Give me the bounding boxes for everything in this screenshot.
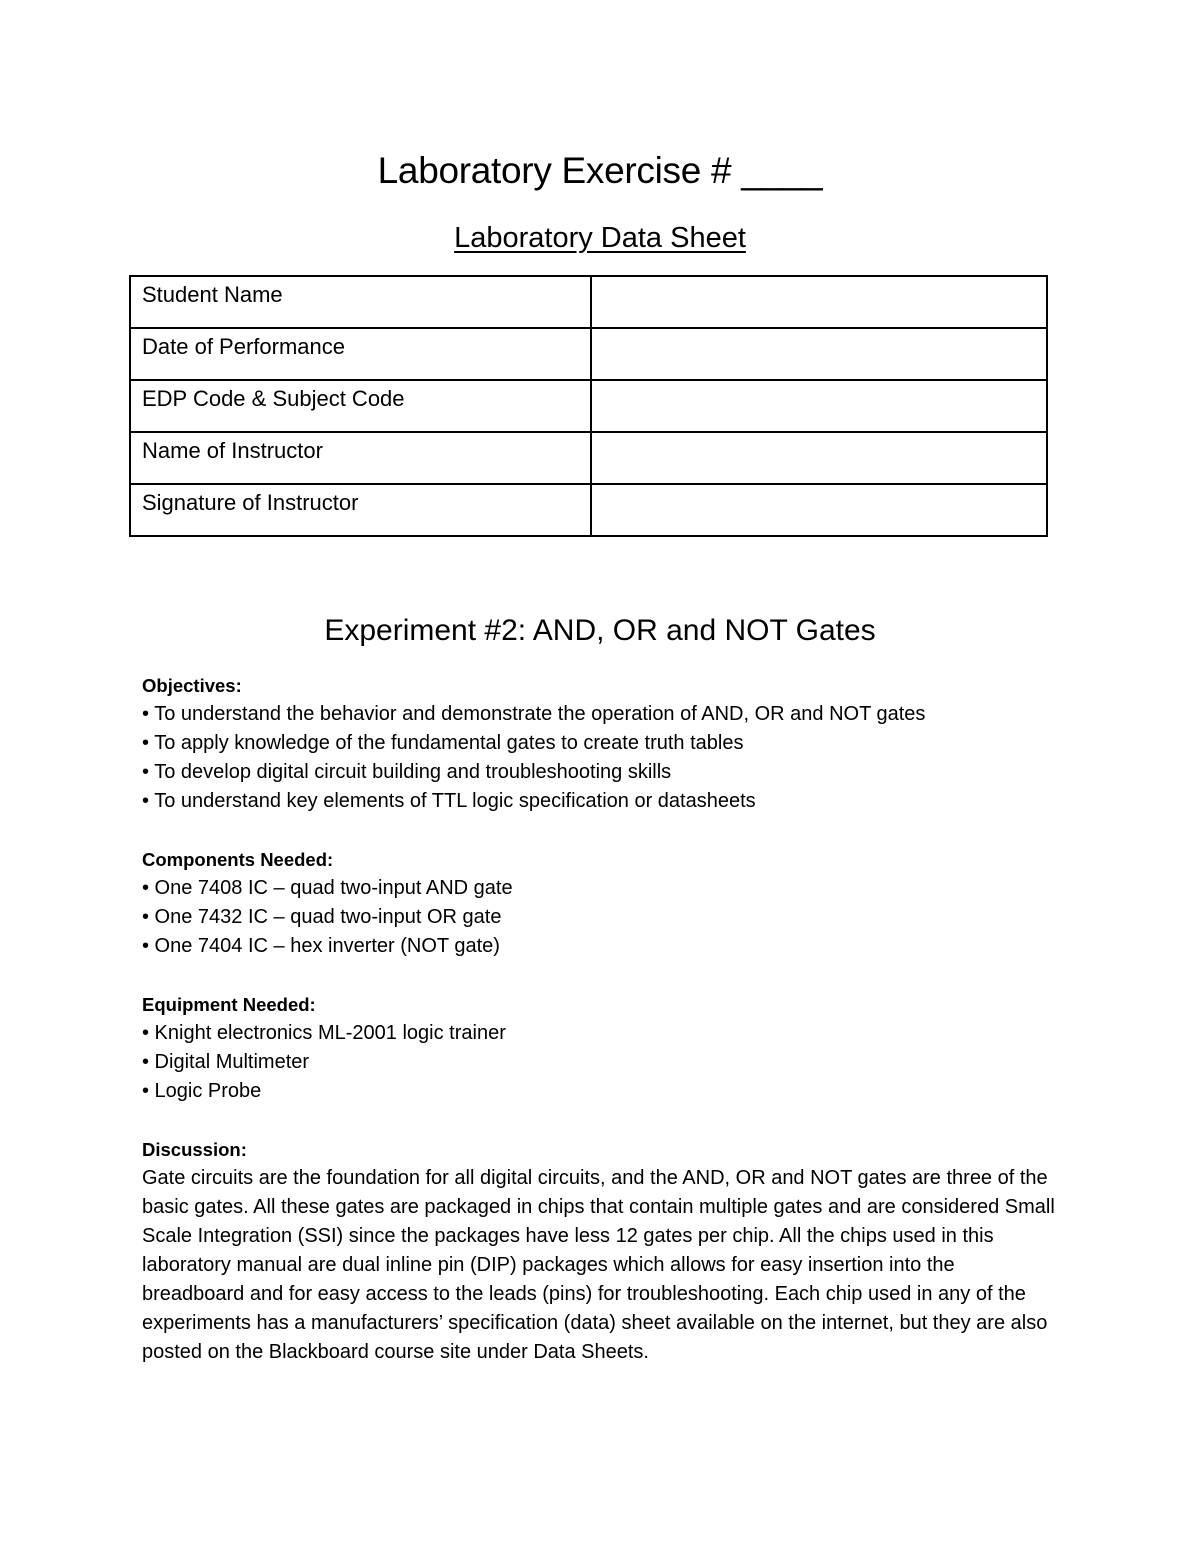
table-row: [130, 276, 1047, 328]
discussion-paragraph: Gate circuits are the foundation for all digital circuits, and the AND, OR and NOT gates are three of the basic gates. All these gates are packaged in chips that contain multiple gates and are considered Small Scale Integration (SSI) since the packages have less 12 gates per chip. All the chips used in this laboratory manual are dual inline pin (DIP) packages which allows for easy insertion into the breadboard and for easy access to the leads (pins) for troubleshooting. Each chip used in any of the experiments has a manufacturers’ specification (data) sheet available on the internet, but they are also posted on the Blackboard course site under Data Sheets.: [142, 1167, 1055, 1363]
list-item: • One 7408 IC – quad two-input AND gate: [142, 877, 513, 899]
edp-subject-code-label: EDP Code & Subject Code: [130, 380, 591, 432]
table-row: [130, 328, 1047, 380]
student-name-label: Student Name: [130, 276, 591, 328]
edp-subject-code-field[interactable]: [591, 380, 1047, 432]
instructor-signature-field[interactable]: [591, 484, 1047, 536]
date-of-performance-label: Date of Performance: [130, 328, 591, 380]
objectives-list: [142, 700, 1062, 816]
spacer: [142, 816, 1062, 845]
instructor-name-field[interactable]: [591, 432, 1047, 484]
lab-exercise-title: Laboratory Exercise # ____: [377, 150, 823, 191]
list-item: • To apply knowledge of the fundamental gates to create truth tables: [142, 732, 744, 754]
equipment-heading: Equipment Needed:: [142, 994, 316, 1015]
experiment-title: Experiment #2: AND, OR and NOT Gates: [324, 614, 876, 647]
equipment-list: [142, 1019, 1062, 1106]
date-of-performance-field[interactable]: [591, 328, 1047, 380]
list-item: • Knight electronics ML-2001 logic trainer: [142, 1022, 506, 1044]
instructor-name-label: Name of Instructor: [130, 432, 591, 484]
list-item: • To understand the behavior and demonstrate the operation of AND, OR and NOT gates: [142, 703, 926, 725]
student-name-field[interactable]: [591, 276, 1047, 328]
table-row: [130, 432, 1047, 484]
components-list: [142, 874, 1062, 961]
list-item: • To develop digital circuit building and troubleshooting skills: [142, 761, 672, 783]
discussion-heading: Discussion:: [142, 1139, 247, 1160]
list-item: • To understand key elements of TTL logic specification or datasheets: [142, 790, 756, 812]
spacer: [142, 961, 1062, 990]
list-item: • Digital Multimeter: [142, 1051, 310, 1073]
objectives-heading: Objectives:: [142, 675, 242, 696]
table-row: [130, 380, 1047, 432]
table-row: [130, 484, 1047, 536]
instructor-signature-label: Signature of Instructor: [130, 484, 591, 536]
list-item: • Logic Probe: [142, 1080, 262, 1102]
list-item: • One 7404 IC – hex inverter (NOT gate): [142, 935, 500, 957]
components-heading: Components Needed:: [142, 849, 334, 870]
data-sheet-title: Laboratory Data Sheet: [454, 222, 746, 254]
student-info-table: [129, 275, 1048, 537]
experiment-content: [142, 671, 1062, 1367]
list-item: • One 7432 IC – quad two-input OR gate: [142, 906, 502, 928]
spacer: [142, 1106, 1062, 1135]
